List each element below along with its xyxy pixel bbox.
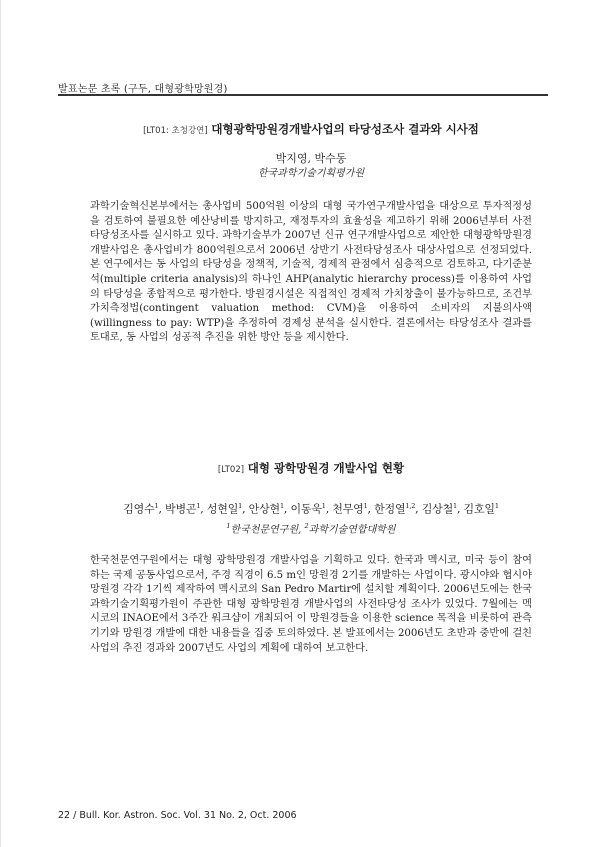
paper-lt01: [90, 122, 532, 346]
author-name: 김상철: [421, 502, 454, 516]
author-name: 성현일: [206, 502, 239, 516]
paper-authors: 박지영, 박수동: [275, 152, 347, 165]
author-affiliation-mark: 1: [279, 502, 284, 510]
author-name: 박병곤: [165, 502, 197, 516]
author-affiliation-mark: 1: [453, 502, 457, 510]
paper-affiliation: 한국과학기술기획평가원: [257, 168, 365, 179]
paper-abstract: 과학기술혁신본부에서는 총사업비 500억원 이상의 대형 국가연구개발사업을 대상으로 투자적정성을 검토하여 불필요한 예산낭비를 방지하고, 재정투자의 효율성을 제고하기 위해 2006년부터 사전타당성조사를 실시하고 있다. 과학기술부가 2007년 신규 연구개발사업으로 제안한 대형광학망원경개발사업은 총사업비가 800억원으로서 2006년 상반기 사전타당성조사 대상사업으로 선정되었다. 본 연구에서는 동 사업의 타당성을 정책적, 기술적, 경제적 관점에서 심층적으로 검토하고, 다기준분석(multiple criteria analysis)의 하나인 AHP(analytic hierarchy process)를 이용하여 사업의 타당성을 종합적으로 평가한다. 방원경시설은 직접적인 경제적 가치창출이 불가능하므로, 조건부가치측정법(contingent valuation method: CVM)을 이용하여 소비자의 지불의사액(willingness to pay: WTP)을 추정하여 경제성 분석을 실시한다. 결론에서는 타당성조사 결과를 토대로, 동 사업의 성공적 추진을 위한 방안 등을 제시한다.: [90, 201, 532, 344]
author-affiliation-mark: 1: [196, 502, 201, 510]
paper-authors: 김영수$^1$, 박병곤$^1$, 성현일$^1$, 안상현$^1$, 이동욱$^1$, 천무영$^1$, 한정열$^{1,2}$, 김상철$^1$, 김호일$^1$: [123, 502, 499, 516]
running-head: 발표논문 초록 (구두, 대형광학망원경): [58, 84, 228, 95]
author-name: 김영수: [123, 502, 155, 516]
author-affiliation-mark: 1: [363, 502, 368, 510]
paper-title: 대형광학망원경개발사업의 타당성조사 결과와 시사점: [211, 122, 479, 136]
paper-code: [LT02]: [217, 465, 245, 475]
paper-title: 대형 광학망원경 개발사업 현황: [247, 461, 405, 475]
paper-lt02: [90, 461, 532, 656]
page-footer: 22 / Bull. Kor. Astron. Soc. Vol. 31 No. 2, Oct. 2006: [58, 810, 297, 821]
author-name: 한정열: [374, 502, 406, 516]
paper-abstract: 한국천문연구원에서는 대형 광학망원경 개발사업을 기획하고 있다. 한국과 멕시코, 미국 등이 참여하는 국제 공동사업으로서, 주경 직경이 6.5 m인 망원경 2기를 개발하는 사업이다. 광시야와 협시야 망원경 각각 1기씩 제작하여 멕시코의 San Pedro Martir에 설치할 계획이다. 2006년도에는 한국과학기술기획평가원이 주관한 대형 광학망원경 개발사업의 사전타당성 조사가 있었다. 7월에는 멕시코의 INAOE에서 3주간 워크샵이 개최되어 이 망원경들을 이용한 science 목적을 비롯하여 관측기기와 망원경 개발에 대한 내용들을 집중 토의하였다. 본 발표에서는 2006년도 초반과 중반에 걸친 사업의 추진 경과와 2007년도 사업의 계획에 대하여 보고한다.: [90, 554, 532, 654]
author-affiliation-mark: 1: [321, 502, 326, 510]
paper-affiliation: $^1$한국천문연구원, $^2$과학기술연합대학원: [226, 521, 396, 535]
affiliation-mark: 1: [226, 521, 231, 530]
header-rule: [58, 94, 548, 96]
author-affiliation-mark: 1,2: [405, 502, 416, 510]
affiliation-name: 과학기술연합대학원: [308, 523, 396, 535]
paper-title-line: [90, 122, 532, 139]
author-affiliation-mark: 1: [238, 502, 243, 510]
author-affiliation-mark: 1: [494, 502, 499, 510]
author-affiliation-mark: 1: [154, 502, 159, 510]
affiliation-mark: 2: [304, 521, 309, 530]
author-name: 이동욱: [290, 502, 322, 516]
author-name: 안상현: [248, 502, 280, 516]
paper-code: [LT01: 초청강연]: [143, 126, 208, 136]
paper-title-line: [90, 461, 532, 478]
author-name: 천무영: [332, 502, 364, 516]
affiliation-name: 한국천문연구원: [230, 523, 299, 535]
author-name: 김호일: [463, 502, 495, 516]
